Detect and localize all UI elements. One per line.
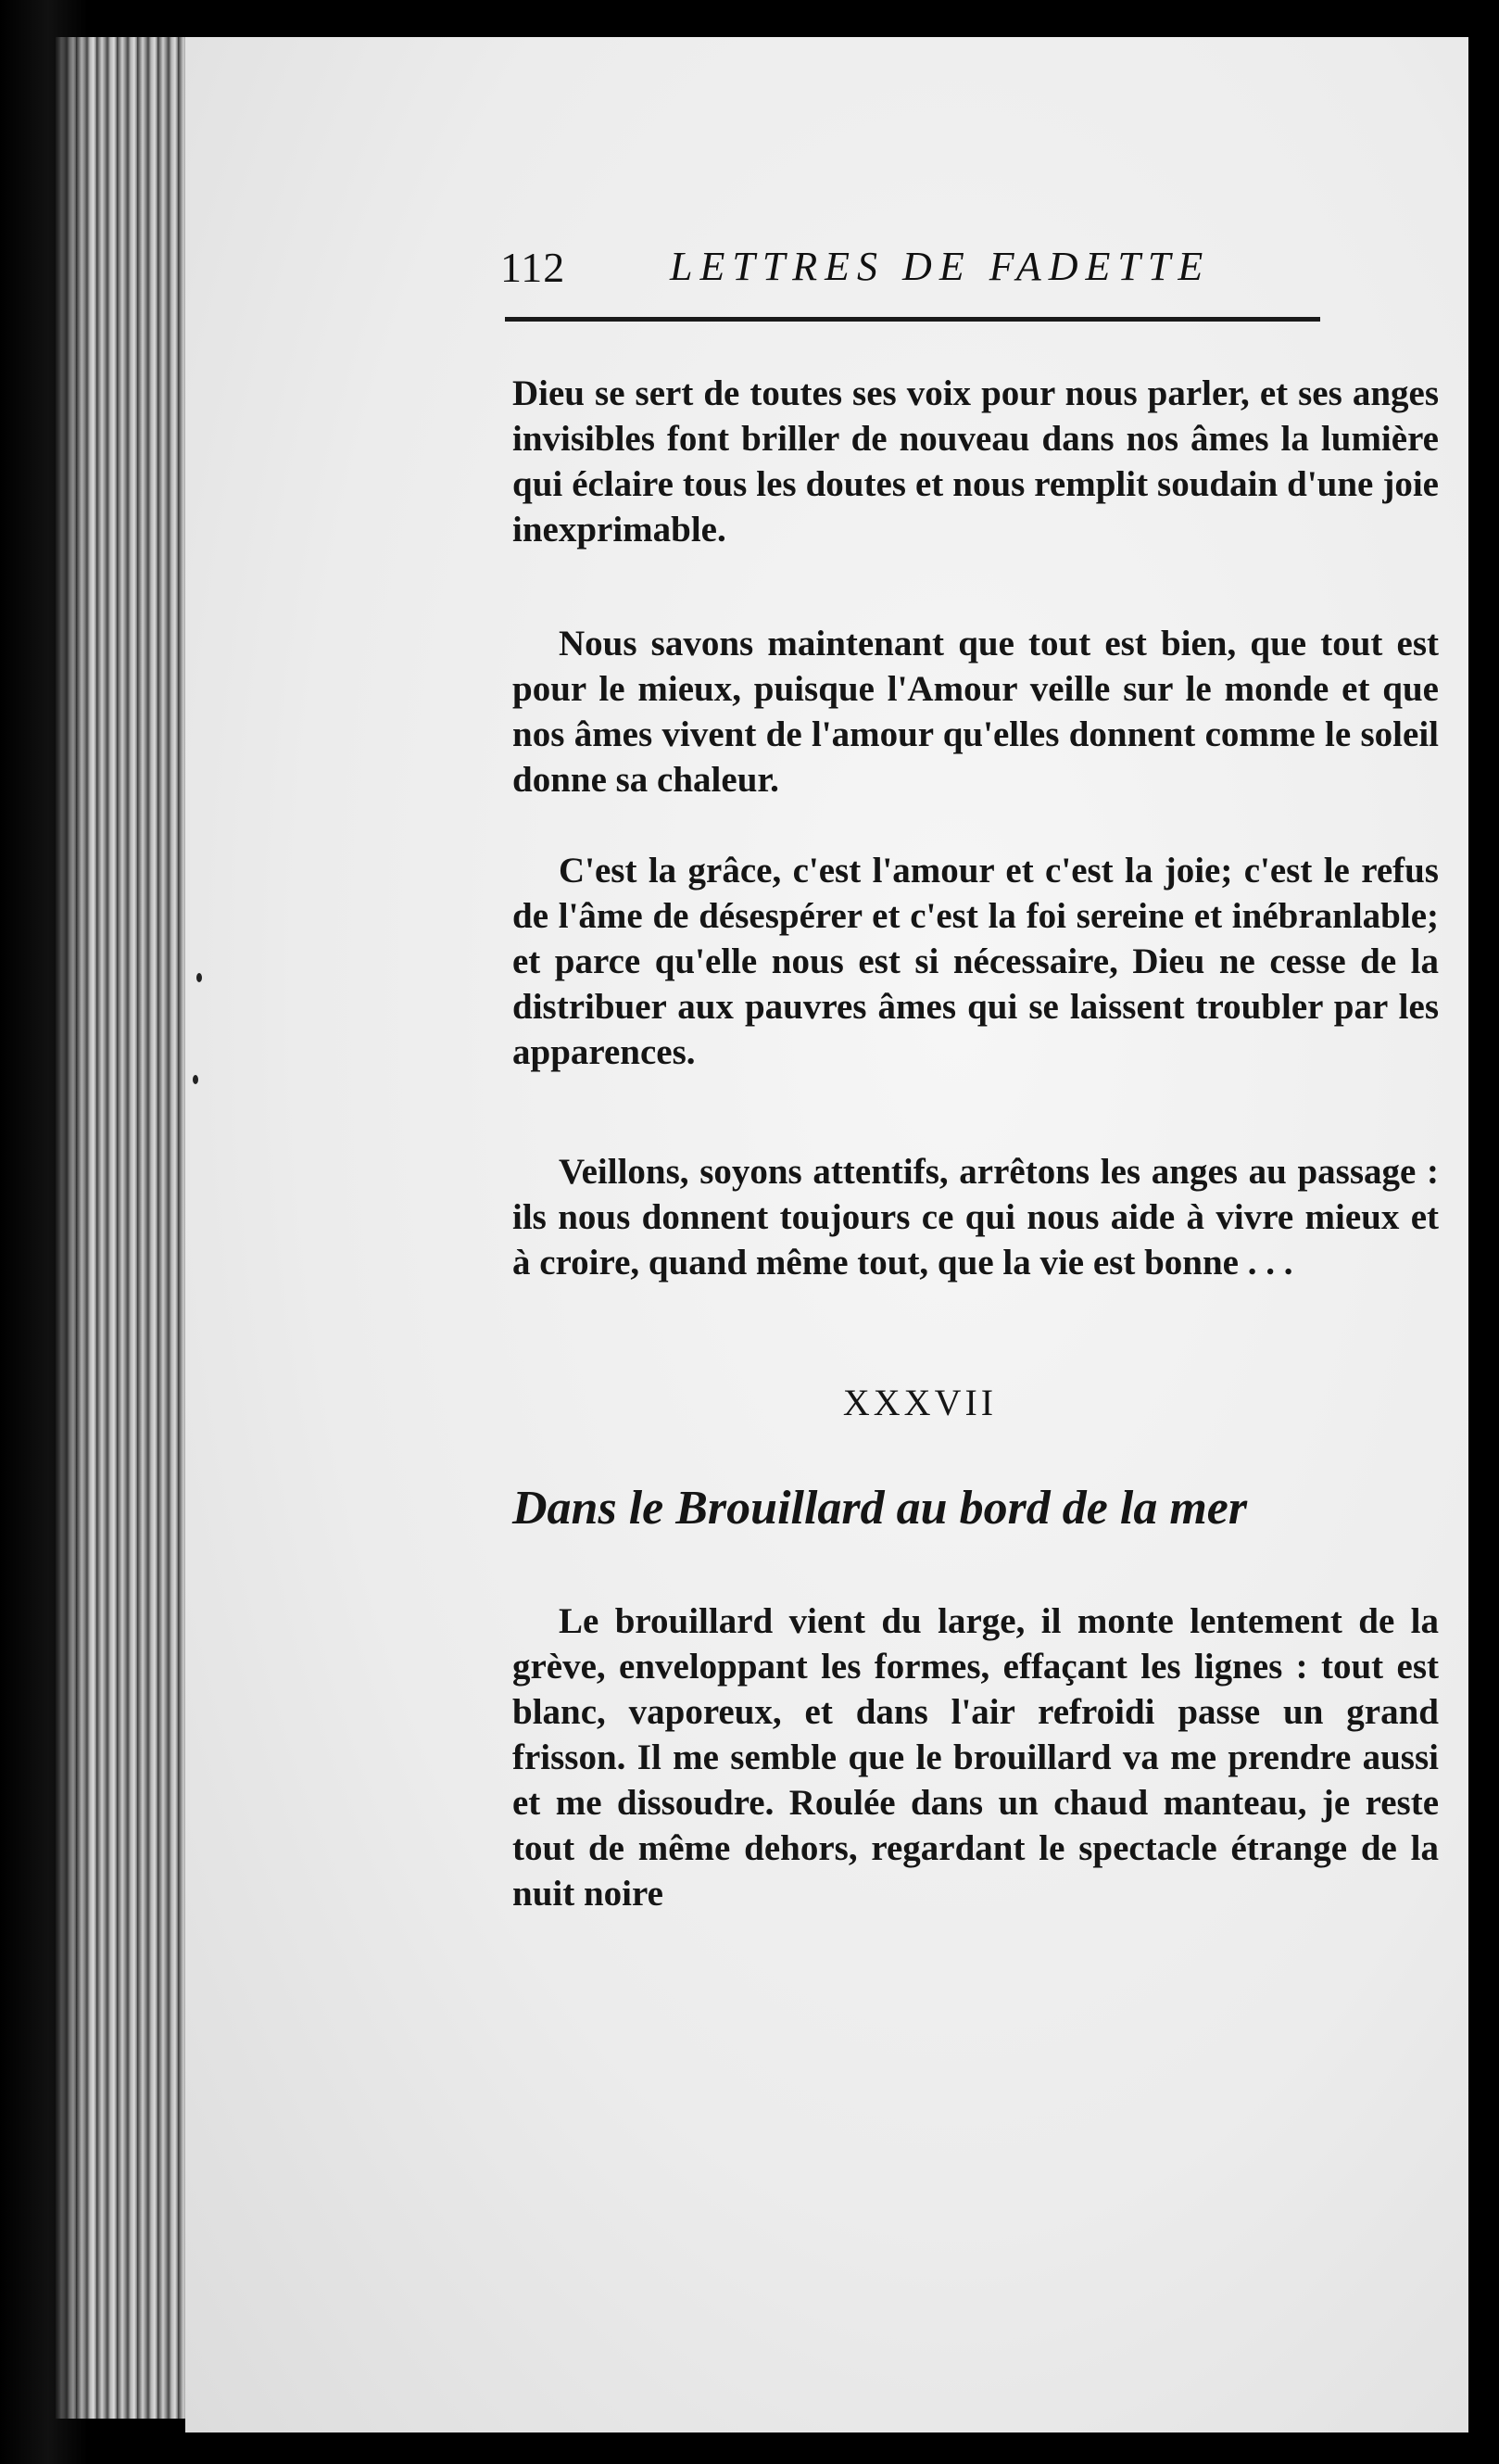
gutter-shadow: [0, 0, 88, 2464]
scan-border-right: [1468, 32, 1499, 2442]
chapter-title: Dans le Brouillard au bord de la mer: [512, 1482, 1248, 1535]
ink-speck: [193, 1075, 198, 1084]
header-rule: [505, 317, 1320, 322]
chapter-opening-paragraph: Le brouillard vient du large, il monte lentement de la grève, enveloppant les formes, effaçant les lignes : tout est blanc, vaporeux, et dans l'air refroidi passe un grand frisson. Il me semble que le brouillard va me prendre aussi et me dissoudre. Roulée dans un chaud manteau, je reste tout de même dehors, regardant le spectacle étrange de la nuit noire: [512, 1601, 1439, 1914]
paragraph: Nous savons maintenant que tout est bien, que tout est pour le mieux, puisque l'Amour veille sur le monde et que nos âmes vivent de l'amour qu'elles donnent comme le soleil donne sa chaleur.: [512, 624, 1439, 800]
running-header: [500, 243, 1325, 308]
page-number: 112: [500, 244, 566, 291]
paragraph: Dieu se sert de toutes ses voix pour nous parler, et ses anges invisibles font briller de nouveau dans nos âmes la lumière qui éclaire tous les doutes et nous remplit soudain d'une joie inexprimable.: [512, 373, 1439, 550]
paragraph: C'est la grâce, c'est l'amour et c'est la joie; c'est le refus de l'âme de désespérer et c'est la foi sereine et inébranlable; et parce qu'elle nous est si nécessaire, Dieu ne cesse de la distribuer aux pauvres âmes qui se laissent troubler par les apparences.: [512, 851, 1439, 1072]
chapter-number: XXXVII: [842, 1382, 998, 1423]
ink-speck: [196, 973, 202, 982]
paragraph: Veillons, soyons attentifs, arrêtons les anges au passage : ils nous donnent toujours ce qui nous aide à vivre mieux et à croire, quand même tout, que la vie est bonne . . .: [512, 1152, 1439, 1283]
running-title: LETTRES DE FADETTE: [670, 244, 1211, 289]
